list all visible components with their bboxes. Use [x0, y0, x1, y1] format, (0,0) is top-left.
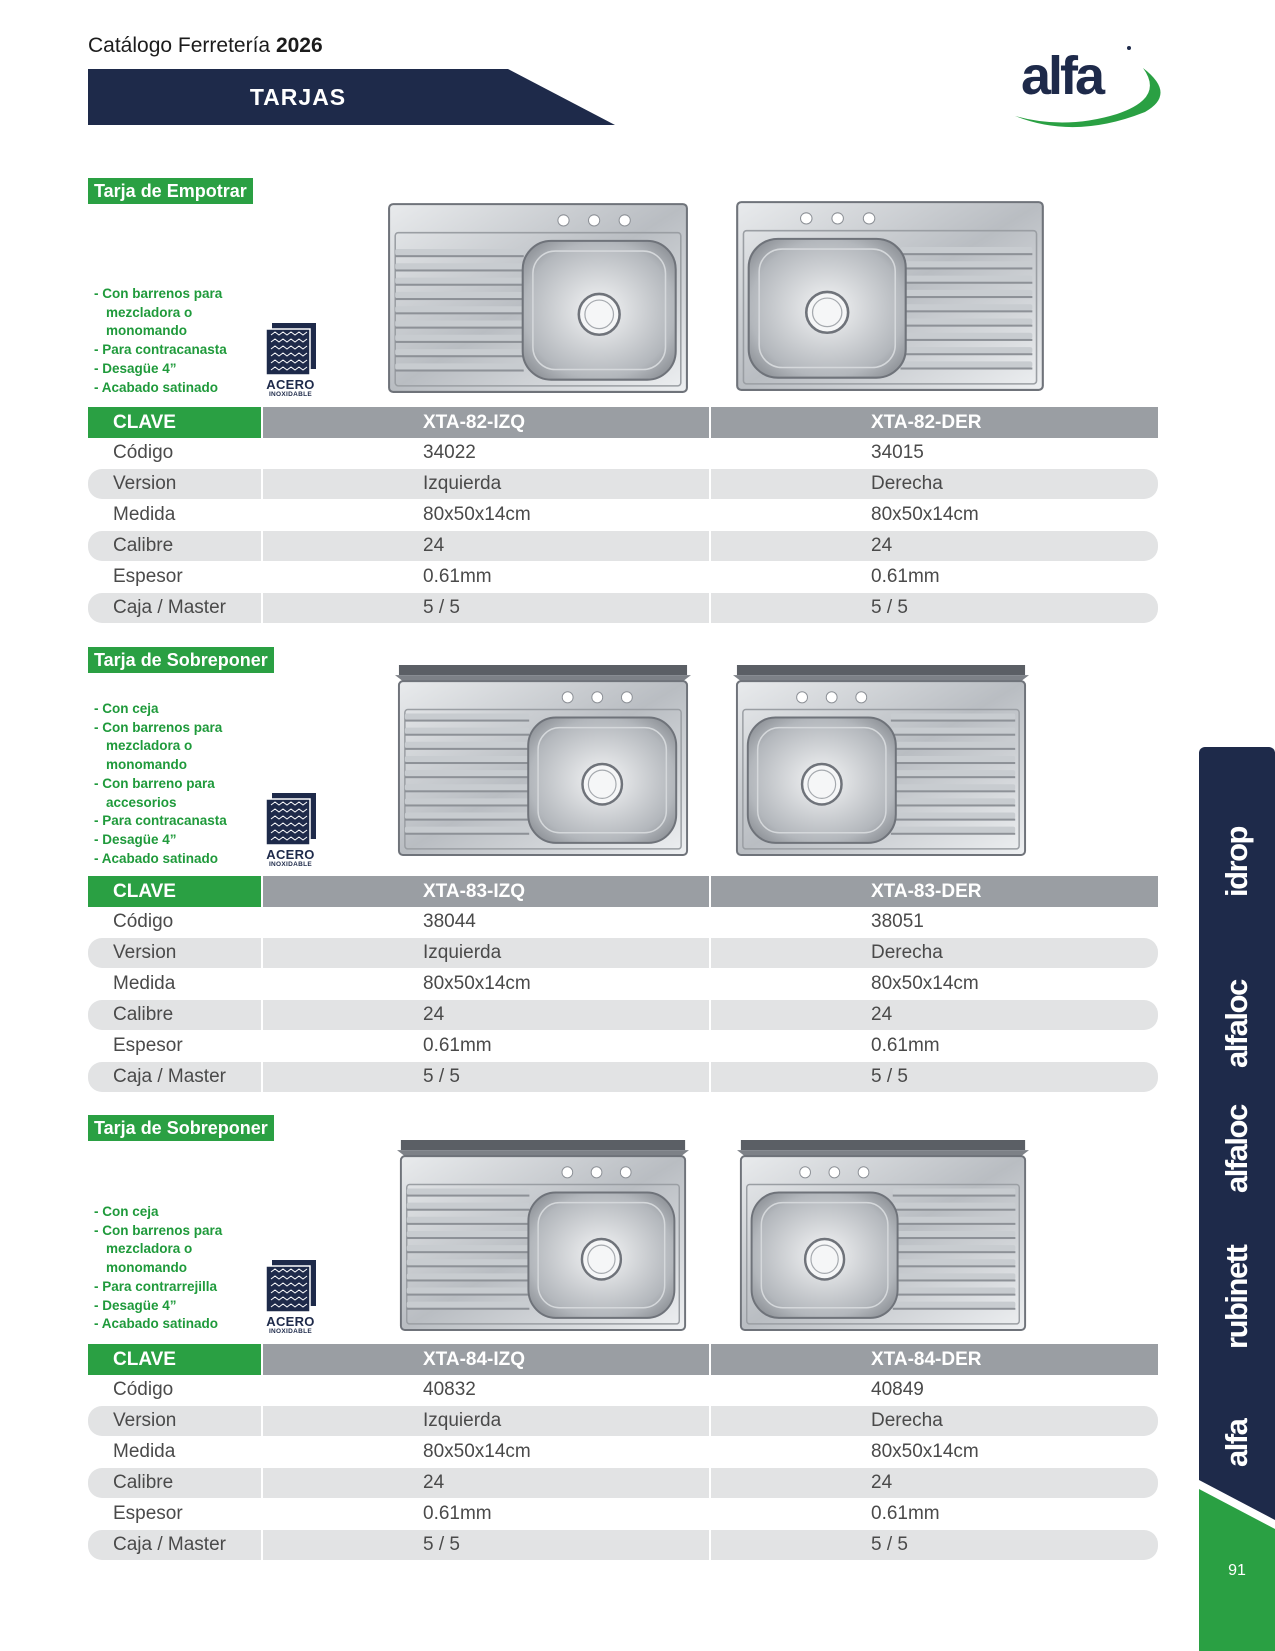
catalog-title — [88, 34, 323, 58]
row-label: Caja / Master — [88, 1062, 261, 1092]
feature-item: - Para contrarrejilla — [94, 1278, 218, 1294]
row-value: Izquierda — [263, 1406, 709, 1436]
brand-alfaloc-2: alfaloc — [1219, 1105, 1254, 1193]
acero-sub: INOXIDABLE — [268, 391, 313, 398]
table-row — [88, 438, 1158, 468]
row-value: 34015 — [871, 442, 924, 463]
row-value: 5 / 5 — [711, 593, 1158, 623]
feature-item: - Desagüe 4” — [94, 831, 177, 847]
row-value: Derecha — [711, 1406, 1158, 1436]
header-clave: CLAVE — [88, 876, 261, 907]
acero-inoxidable-badge — [263, 1258, 318, 1336]
feature-item: - Acabado satinado — [94, 1316, 219, 1332]
row-label: Calibre — [88, 1000, 261, 1030]
feature-list — [94, 1203, 222, 1334]
row-value: 0.61mm — [871, 1035, 940, 1056]
row-label: Caja / Master — [88, 1530, 261, 1560]
row-value: 80x50x14cm — [423, 1441, 531, 1462]
table-header — [88, 1344, 1158, 1375]
row-value: 24 — [711, 1468, 1158, 1498]
table-row — [88, 1468, 1158, 1498]
row-value: 24 — [711, 1000, 1158, 1030]
table-row — [88, 1375, 1158, 1405]
feature-item: accesorios — [106, 794, 177, 810]
row-value: Derecha — [711, 938, 1158, 968]
brand-rubinett: rubinett — [1219, 1245, 1254, 1349]
row-value: 0.61mm — [423, 1503, 492, 1524]
feature-item: monomando — [106, 1260, 187, 1276]
row-label: Código — [113, 1379, 174, 1400]
header-clave: CLAVE — [88, 1344, 261, 1375]
acero-inoxidable-badge — [263, 791, 318, 869]
section-label: Tarja de Sobreponer — [88, 1115, 274, 1141]
feature-item: mezcladora o — [106, 304, 193, 320]
feature-item: - Con barrenos para — [94, 1222, 223, 1238]
table-header — [88, 407, 1158, 438]
feature-item: - Acabado satinado — [94, 850, 219, 866]
feature-item: monomando — [106, 757, 187, 773]
row-value: 5 / 5 — [711, 1530, 1158, 1560]
feature-item: - Desagüe 4” — [94, 360, 177, 376]
svg-text:alfa: alfa — [1021, 46, 1103, 106]
feature-list — [94, 700, 227, 868]
row-value: 5 / 5 — [263, 1062, 709, 1092]
acero-word: ACERO — [266, 377, 315, 392]
acero-sub: INOXIDABLE — [268, 861, 313, 868]
table-row — [88, 500, 1158, 530]
acero-sub: INOXIDABLE — [268, 1328, 313, 1335]
feature-item: - Con ceja — [94, 1204, 159, 1219]
table-row — [88, 593, 1158, 623]
row-value: 80x50x14cm — [871, 504, 979, 525]
feature-item: - Desagüe 4” — [94, 1297, 177, 1313]
row-label: Medida — [113, 1441, 176, 1462]
row-value: 38044 — [423, 911, 476, 932]
sink-image-left — [397, 1140, 689, 1337]
brand-idrop: idrop — [1219, 827, 1254, 897]
row-value: 80x50x14cm — [871, 973, 979, 994]
table-row — [88, 1000, 1158, 1030]
table-row — [88, 562, 1158, 592]
table-row — [88, 969, 1158, 999]
table-row — [88, 1062, 1158, 1092]
row-value: 24 — [263, 531, 709, 561]
row-label: Espesor — [113, 566, 183, 587]
row-label: Espesor — [113, 1503, 183, 1524]
table-row — [88, 1031, 1158, 1061]
feature-item: - Para contracanasta — [94, 342, 227, 358]
table-header — [88, 876, 1158, 907]
row-value: 24 — [263, 1000, 709, 1030]
header-clave: CLAVE — [88, 407, 261, 438]
feature-item: - Con barrenos para — [94, 286, 223, 301]
row-value: 0.61mm — [871, 1503, 940, 1524]
table-row — [88, 938, 1158, 968]
header-model: XTA-82-DER — [711, 407, 1158, 438]
row-value: 0.61mm — [871, 566, 940, 587]
section-label: Tarja de Sobreponer — [88, 647, 274, 673]
brand-alfa: alfa — [1219, 1419, 1254, 1467]
feature-item: - Acabado satinado — [94, 379, 219, 395]
row-label: Version — [88, 469, 261, 499]
feature-item: - Con barreno para — [94, 775, 215, 791]
table-row — [88, 1406, 1158, 1436]
sink-image-right — [733, 198, 1047, 397]
alfa-logo — [1005, 38, 1170, 130]
table-row — [88, 1437, 1158, 1467]
table-row — [88, 469, 1158, 499]
row-value: 38051 — [871, 911, 924, 932]
row-value: 40832 — [423, 1379, 476, 1400]
header-model: XTA-83-IZQ — [263, 876, 709, 907]
row-value: 24 — [711, 531, 1158, 561]
feature-item: - Con ceja — [94, 701, 159, 716]
brand-alfaloc-1: alfaloc — [1219, 980, 1254, 1068]
catalog-prefix: Catálogo Ferretería — [88, 34, 271, 57]
row-value: 5 / 5 — [263, 593, 709, 623]
row-value: 24 — [263, 1468, 709, 1498]
row-value: 40849 — [871, 1379, 924, 1400]
header-model: XTA-84-IZQ — [263, 1344, 709, 1375]
header-model: XTA-83-DER — [711, 876, 1158, 907]
sink-image-left — [395, 665, 691, 862]
row-label: Version — [88, 938, 261, 968]
page-number: 91 — [1228, 1562, 1246, 1579]
row-value: 34022 — [423, 442, 476, 463]
row-value: 0.61mm — [423, 566, 492, 587]
feature-item: monomando — [106, 323, 187, 339]
row-label: Código — [113, 911, 174, 932]
table-row — [88, 907, 1158, 937]
row-label: Código — [113, 442, 174, 463]
header-model: XTA-84-DER — [711, 1344, 1158, 1375]
acero-word: ACERO — [266, 847, 315, 862]
row-label: Calibre — [88, 531, 261, 561]
header-model: XTA-82-IZQ — [263, 407, 709, 438]
table-row — [88, 1530, 1158, 1560]
row-value: 80x50x14cm — [871, 1441, 979, 1462]
row-value: 0.61mm — [423, 1035, 492, 1056]
row-label: Caja / Master — [88, 593, 261, 623]
sink-image-right — [733, 665, 1029, 862]
acero-word: ACERO — [266, 1314, 315, 1329]
feature-item: - Para contracanasta — [94, 813, 227, 829]
row-value: Izquierda — [263, 469, 709, 499]
feature-item: - Con barrenos para — [94, 719, 223, 735]
feature-item: mezcladora o — [106, 738, 193, 754]
row-label: Medida — [113, 504, 176, 525]
table-row — [88, 531, 1158, 561]
row-value: 80x50x14cm — [423, 504, 531, 525]
row-value: 5 / 5 — [711, 1062, 1158, 1092]
sink-image-left — [385, 200, 691, 399]
row-value: 80x50x14cm — [423, 973, 531, 994]
section-title: TARJAS — [249, 84, 347, 110]
catalog-year: 2026 — [275, 34, 323, 57]
feature-item: mezcladora o — [106, 1241, 193, 1257]
row-label: Calibre — [88, 1468, 261, 1498]
feature-list — [94, 285, 227, 397]
row-label: Version — [88, 1406, 261, 1436]
row-label: Medida — [113, 973, 176, 994]
row-value: Izquierda — [263, 938, 709, 968]
acero-inoxidable-badge — [263, 321, 318, 399]
row-label: Espesor — [113, 1035, 183, 1056]
row-value: 5 / 5 — [263, 1530, 709, 1560]
sink-image-right — [737, 1140, 1029, 1337]
table-row — [88, 1499, 1158, 1529]
section-label: Tarja de Empotrar — [88, 178, 253, 204]
row-value: Derecha — [711, 469, 1158, 499]
